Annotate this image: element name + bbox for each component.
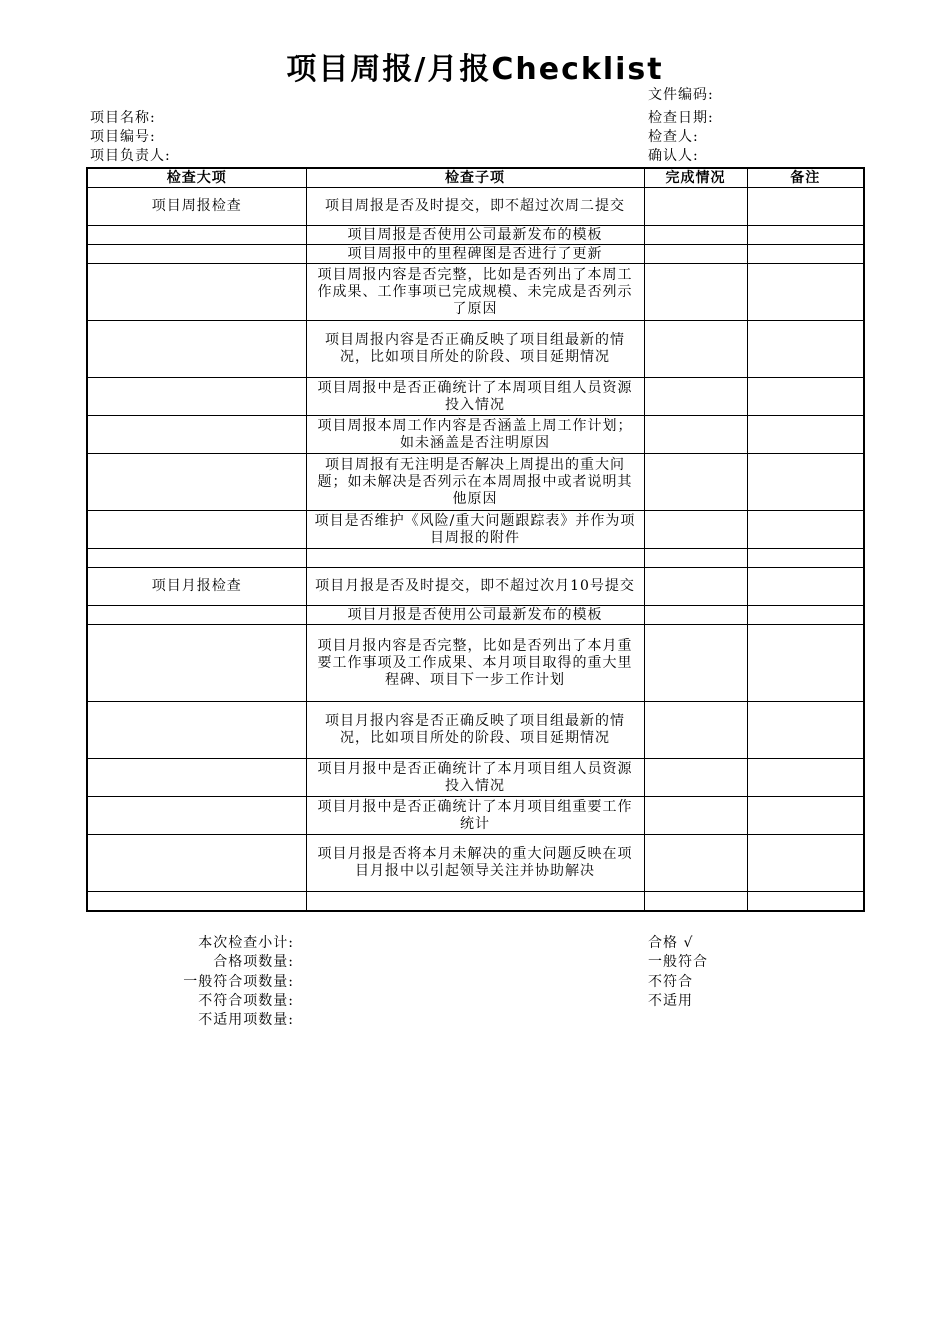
status-legend — [648, 934, 708, 1011]
category-cell — [87, 835, 306, 892]
table-row — [87, 892, 864, 911]
category-cell — [87, 245, 306, 264]
category-cell — [87, 321, 306, 378]
confirmer-label: 确认人: — [648, 148, 699, 164]
table-row — [87, 378, 864, 416]
header-right-fields — [648, 86, 714, 166]
table-row — [87, 606, 864, 625]
project-leader-label: 项目负责人: — [90, 148, 171, 164]
status-cell[interactable] — [644, 625, 747, 702]
remarks-cell[interactable] — [747, 797, 864, 835]
table-row — [87, 702, 864, 759]
item-cell: 项目周报内容是否正确反映了项目组最新的情况，比如项目所处的阶段、项目延期情况 — [306, 321, 644, 378]
table-row — [87, 416, 864, 454]
category-cell — [87, 549, 306, 568]
status-cell[interactable] — [644, 549, 747, 568]
legend-fail: 不符合 — [648, 973, 693, 990]
status-cell[interactable] — [644, 416, 747, 454]
category-cell — [87, 226, 306, 245]
category-cell — [87, 625, 306, 702]
item-cell: 项目是否维护《风险/重大问题跟踪表》并作为项目周报的附件 — [306, 511, 644, 549]
category-cell — [87, 892, 306, 911]
status-cell[interactable] — [644, 226, 747, 245]
remarks-cell[interactable] — [747, 568, 864, 606]
project-name-label: 项目名称: — [90, 110, 156, 126]
category-cell — [87, 378, 306, 416]
table-row — [87, 188, 864, 226]
item-cell: 项目月报是否使用公司最新发布的模板 — [306, 606, 644, 625]
item-cell: 项目周报是否使用公司最新发布的模板 — [306, 226, 644, 245]
summary-fail-count-label: 不符合项数量: — [198, 992, 294, 1009]
item-cell — [306, 892, 644, 911]
item-cell — [306, 549, 644, 568]
remarks-cell[interactable] — [747, 454, 864, 511]
header-category: 检查大项 — [87, 168, 306, 188]
item-cell: 项目周报是否及时提交，即不超过次周二提交 — [306, 188, 644, 226]
remarks-cell[interactable] — [747, 321, 864, 378]
remarks-cell[interactable] — [747, 226, 864, 245]
remarks-cell[interactable] — [747, 549, 864, 568]
category-cell: 项目周报检查 — [87, 188, 306, 226]
table-row — [87, 454, 864, 511]
table-row — [87, 835, 864, 892]
inspector-label: 检查人: — [648, 129, 699, 145]
category-cell — [87, 606, 306, 625]
table-row — [87, 511, 864, 549]
remarks-cell[interactable] — [747, 892, 864, 911]
item-cell: 项目周报内容是否完整，比如是否列出了本周工作成果、工作事项已完成规模、未完成是否列示了原因 — [306, 264, 644, 321]
status-cell[interactable] — [644, 378, 747, 416]
summary-section — [90, 934, 294, 1030]
summary-na-count-label: 不适用项数量: — [198, 1012, 294, 1029]
status-cell[interactable] — [644, 188, 747, 226]
status-cell[interactable] — [644, 759, 747, 797]
header-left-fields — [90, 109, 171, 166]
remarks-cell[interactable] — [747, 702, 864, 759]
status-cell[interactable] — [644, 321, 747, 378]
header-item: 检查子项 — [306, 168, 644, 188]
item-cell: 项目周报本周工作内容是否涵盖上周工作计划；如未涵盖是否注明原因 — [306, 416, 644, 454]
table-row — [87, 226, 864, 245]
category-cell — [87, 797, 306, 835]
status-cell[interactable] — [644, 797, 747, 835]
item-cell: 项目周报中是否正确统计了本周项目组人员资源投入情况 — [306, 378, 644, 416]
summary-subtotal-label: 本次检查小计: — [198, 935, 294, 951]
table-header-row — [87, 168, 864, 188]
remarks-cell[interactable] — [747, 625, 864, 702]
table-body — [87, 188, 864, 911]
remarks-cell[interactable] — [747, 606, 864, 625]
status-cell[interactable] — [644, 892, 747, 911]
item-cell: 项目周报有无注明是否解决上周提出的重大问题；如未解决是否列示在本周周报中或者说明其他原因 — [306, 454, 644, 511]
table-row — [87, 797, 864, 835]
status-cell[interactable] — [644, 245, 747, 264]
table-row — [87, 625, 864, 702]
table-row — [87, 321, 864, 378]
table-row — [87, 264, 864, 321]
header-status: 完成情况 — [644, 168, 747, 188]
category-cell — [87, 264, 306, 321]
status-cell[interactable] — [644, 606, 747, 625]
summary-pass-count-label: 合格项数量: — [213, 954, 294, 971]
status-cell[interactable] — [644, 454, 747, 511]
item-cell: 项目月报中是否正确统计了本月项目组重要工作统计 — [306, 797, 644, 835]
item-cell: 项目月报内容是否完整，比如是否列出了本月重要工作事项及工作成果、本月项目取得的重大里程碑、项目下一步工作计划 — [306, 625, 644, 702]
category-cell: 项目月报检查 — [87, 568, 306, 606]
remarks-cell[interactable] — [747, 511, 864, 549]
table-row — [87, 549, 864, 568]
remarks-cell[interactable] — [747, 835, 864, 892]
check-date-label: 检查日期: — [648, 110, 714, 126]
category-cell — [87, 759, 306, 797]
remarks-cell[interactable] — [747, 188, 864, 226]
status-cell[interactable] — [644, 702, 747, 759]
status-cell[interactable] — [644, 511, 747, 549]
category-cell — [87, 454, 306, 511]
status-cell[interactable] — [644, 835, 747, 892]
summary-partial-count-label: 一般符合项数量: — [183, 973, 294, 990]
table-row — [87, 245, 864, 264]
table-row — [87, 568, 864, 606]
item-cell: 项目月报中是否正确统计了本月项目组人员资源投入情况 — [306, 759, 644, 797]
header-remarks: 备注 — [747, 168, 864, 188]
legend-na: 不适用 — [648, 992, 693, 1009]
item-cell: 项目月报内容是否正确反映了项目组最新的情况，比如项目所处的阶段、项目延期情况 — [306, 702, 644, 759]
item-cell: 项目月报是否将本月未解决的重大问题反映在项目月报中以引起领导关注并协助解决 — [306, 835, 644, 892]
remarks-cell[interactable] — [747, 416, 864, 454]
doc-code-label: 文件编码: — [648, 87, 714, 103]
legend-partial: 一般符合 — [648, 954, 708, 971]
remarks-cell[interactable] — [747, 245, 864, 264]
category-cell — [87, 416, 306, 454]
item-cell: 项目月报是否及时提交，即不超过次月10号提交 — [306, 568, 644, 606]
project-number-label: 项目编号: — [90, 129, 156, 145]
category-cell — [87, 702, 306, 759]
remarks-cell[interactable] — [747, 378, 864, 416]
status-cell[interactable] — [644, 568, 747, 606]
document-title: 项目周报/月报Checklist — [286, 52, 664, 87]
remarks-cell[interactable] — [747, 264, 864, 321]
legend-pass: 合格 √ — [648, 935, 694, 951]
remarks-cell[interactable] — [747, 759, 864, 797]
checklist-table — [86, 167, 865, 912]
category-cell — [87, 511, 306, 549]
table-row — [87, 759, 864, 797]
item-cell: 项目周报中的里程碑图是否进行了更新 — [306, 245, 644, 264]
status-cell[interactable] — [644, 264, 747, 321]
